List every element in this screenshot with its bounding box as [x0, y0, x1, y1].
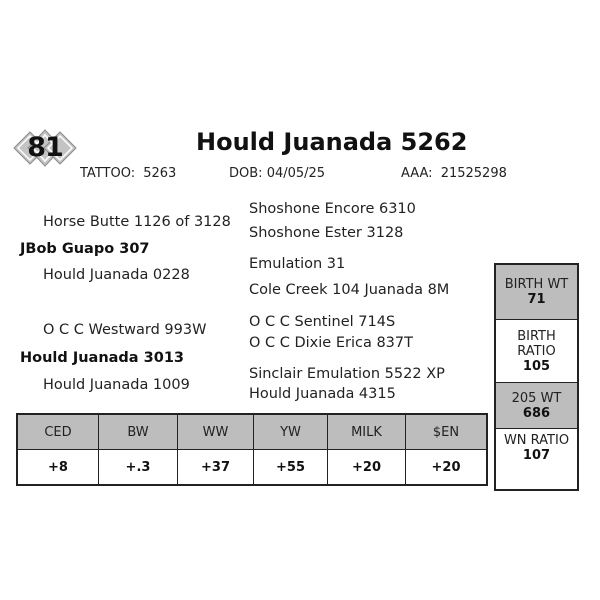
weaning-weight-cell	[496, 383, 577, 429]
sire-sire-dam: Shoshone Ester 3128	[249, 225, 404, 241]
dob-label: DOB:	[229, 166, 263, 181]
aaa-info	[401, 166, 507, 181]
epd-value-bw: +.3	[99, 450, 178, 486]
dam-dam: Hould Juanada 1009	[43, 377, 190, 393]
aaa-label: AAA:	[401, 166, 433, 181]
birth-weight-label: BIRTH WT	[504, 277, 569, 292]
dam: Hould Juanada 3013	[20, 350, 184, 366]
weaning-weight-label: 205 WT	[511, 390, 562, 406]
animal-name: Hould Juanada 5262	[196, 128, 468, 156]
epd-header-en: $EN	[406, 414, 488, 450]
aaa-value: 21525298	[440, 166, 507, 181]
weaning-ratio-label: WN RATIO	[503, 433, 570, 448]
epd-header-milk: MILK	[328, 414, 406, 450]
sire-sire-sire: Shoshone Encore 6310	[249, 201, 416, 217]
sire-dam-dam: Cole Creek 104 Juanada 8M	[249, 282, 450, 298]
dam-dam-sire: Sinclair Emulation 5522 XP	[249, 366, 445, 382]
epd-header-row	[17, 414, 487, 450]
dam-sire: O C C Westward 993W	[43, 322, 207, 338]
birth-ratio-value: 105	[522, 358, 551, 374]
lot-badge	[12, 126, 78, 170]
tattoo-value: 5263	[143, 166, 177, 181]
sire: JBob Guapo 307	[20, 241, 150, 257]
epd-value-milk: +20	[328, 450, 406, 486]
epd-header-bw: BW	[99, 414, 178, 450]
epd-value-row	[17, 450, 487, 486]
epd-header-ced: CED	[17, 414, 99, 450]
birth-weight-value: 71	[527, 292, 546, 307]
performance-panel	[494, 263, 579, 491]
sire-sire: Horse Butte 1126 of 3128	[43, 214, 231, 230]
epd-value-yw: +55	[254, 450, 328, 486]
dam-dam-dam: Hould Juanada 4315	[249, 386, 396, 402]
epd-value-en: +20	[406, 450, 488, 486]
epd-table	[16, 413, 488, 486]
birth-ratio-cell	[496, 320, 577, 383]
dam-sire-dam: O C C Dixie Erica 837T	[249, 335, 413, 351]
weaning-ratio-cell	[496, 429, 577, 489]
birth-ratio-label: BIRTH RATIO	[517, 328, 556, 359]
tattoo-info	[80, 166, 176, 181]
epd-value-ced: +8	[17, 450, 99, 486]
dam-sire-sire: O C C Sentinel 714S	[249, 314, 396, 330]
sire-dam: Hould Juanada 0228	[43, 267, 190, 283]
weaning-weight-value: 686	[522, 405, 551, 421]
epd-header-yw: YW	[254, 414, 328, 450]
epd-header-ww: WW	[178, 414, 254, 450]
tattoo-label: TATTOO:	[80, 166, 136, 181]
epd-value-ww: +37	[178, 450, 254, 486]
sire-dam-sire: Emulation 31	[249, 256, 346, 272]
weaning-ratio-value: 107	[522, 448, 551, 463]
dob-info	[229, 166, 325, 181]
birth-weight-cell	[496, 265, 577, 320]
lot-number: 81	[27, 132, 63, 163]
dob-value: 04/05/25	[266, 166, 326, 181]
